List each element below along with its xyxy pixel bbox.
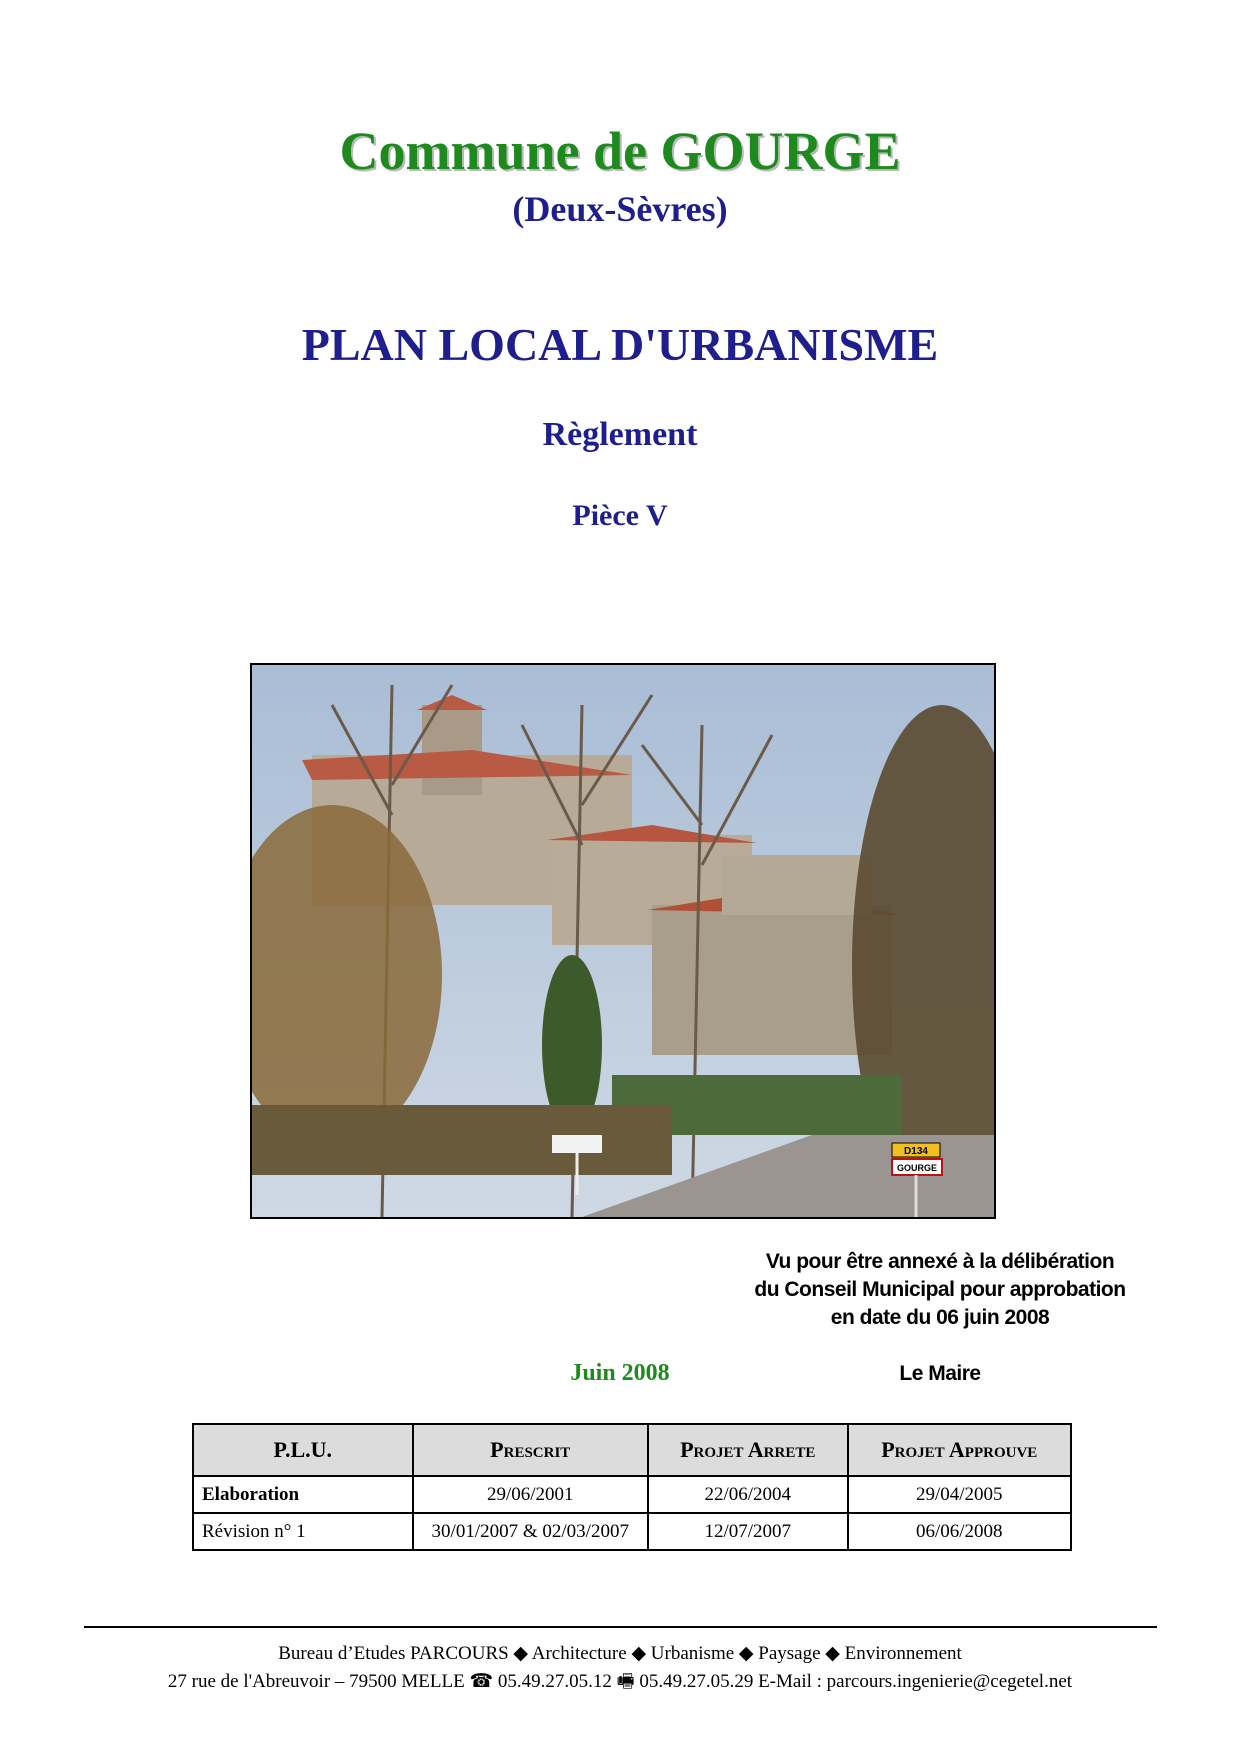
table-cell: 29/04/2005 — [848, 1476, 1072, 1513]
village-photo — [250, 663, 996, 1219]
table-cell: 29/06/2001 — [413, 1476, 648, 1513]
table-header-cell: P.L.U. — [193, 1424, 413, 1476]
village-photo-illustration — [252, 665, 994, 1217]
table-cell: 30/01/2007 & 02/03/2007 — [413, 1513, 648, 1550]
document-subtitle: Règlement — [542, 416, 698, 453]
approval-line: en date du 06 juin 2008 — [830, 1306, 1050, 1329]
table-header-row — [193, 1424, 1071, 1476]
table-row — [193, 1476, 1071, 1513]
table-header-cell: Projet Arrete — [648, 1424, 848, 1476]
footer-contact: 27 rue de l'Abreuvoir – 79500 MELLE ☎ 05.49.27.05.12 🖷 05.49.27.05.29 E-Mail : parcours.ingenierie@cegetel.net — [167, 1671, 1073, 1692]
footer-divider — [84, 1626, 1157, 1628]
signatory-label: Le Maire — [899, 1362, 981, 1385]
table-cell: 06/06/2008 — [848, 1513, 1072, 1550]
document-title: PLAN LOCAL D'URBANISME — [301, 319, 939, 370]
document-date: Juin 2008 — [570, 1360, 670, 1386]
commune-title: Commune de GOURGE — [339, 121, 901, 181]
route-sign-label: D134 — [904, 1146, 928, 1157]
department-label: (Deux-Sèvres) — [512, 189, 728, 229]
approval-statement — [740, 1248, 1140, 1332]
approval-line: Vu pour être annexé à la délibération — [765, 1250, 1115, 1273]
table-cell: 12/07/2007 — [648, 1513, 848, 1550]
table-cell: 22/06/2004 — [648, 1476, 848, 1513]
table-cell: Révision n° 1 — [193, 1513, 413, 1550]
approval-line: du Conseil Municipal pour approbation — [754, 1278, 1126, 1301]
footer-company: Bureau d’Etudes PARCOURS ◆ Architecture ◆ Urbanisme ◆ Paysage ◆ Environnement — [278, 1643, 962, 1664]
plu-procedure-table — [192, 1423, 1072, 1551]
table-cell: Elaboration — [193, 1476, 413, 1513]
table-row — [193, 1513, 1071, 1550]
town-sign-label: GOURGE — [896, 1163, 938, 1173]
table-header-cell: Prescrit — [413, 1424, 648, 1476]
table-header-cell: Projet Approuve — [848, 1424, 1072, 1476]
piece-label: Pièce V — [572, 499, 668, 532]
